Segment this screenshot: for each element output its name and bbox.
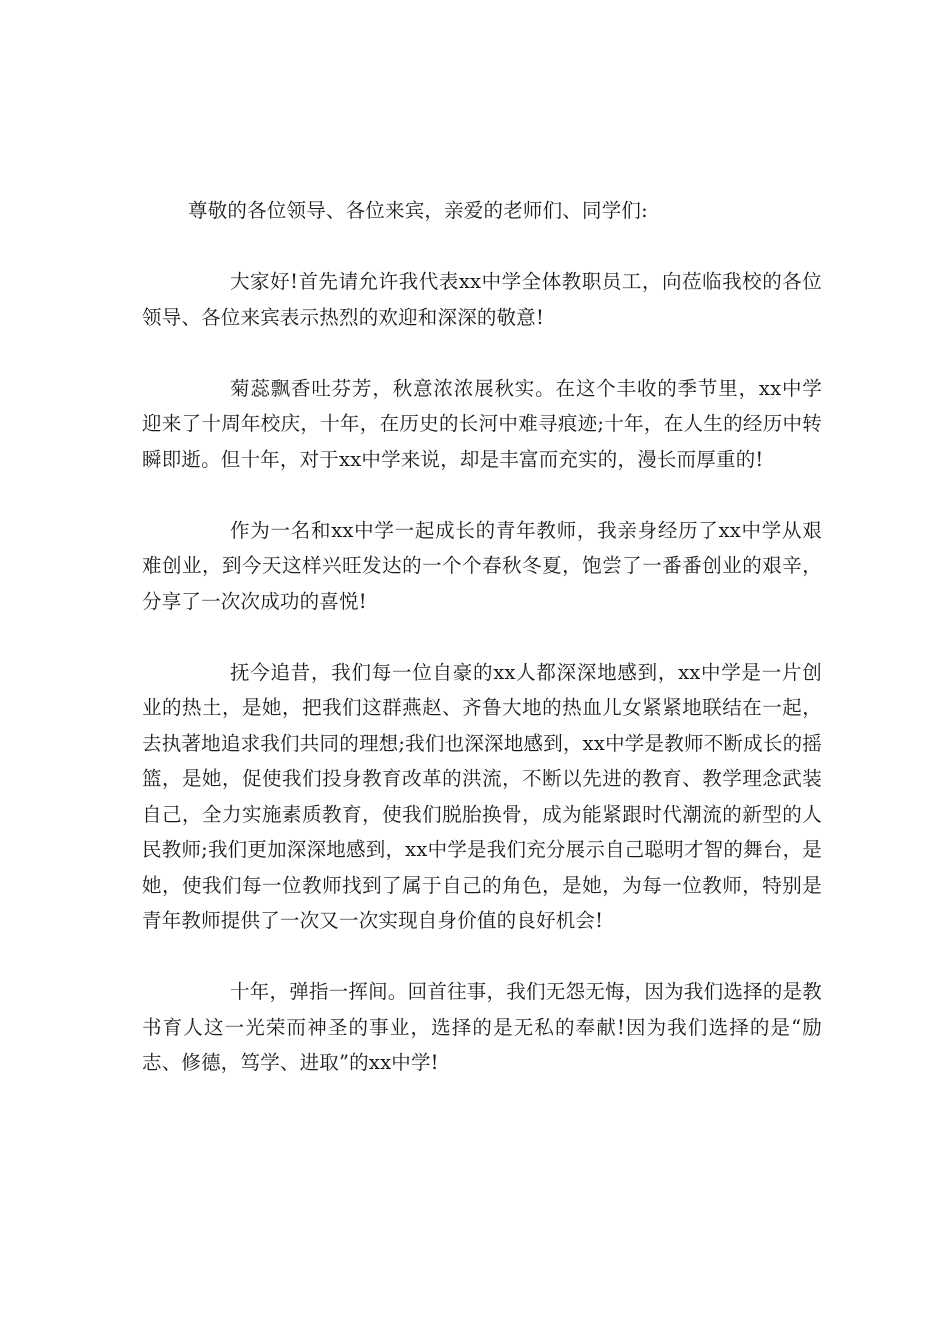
paragraph-decade: 十年，弹指一挥间。回首往事，我们无怨无悔，因为我们选择的是教书育人这一光荣而神圣的事业，选择的是无私的奉献!因为我们选择的是“励志、修德，笃学、进取”的xx中学! bbox=[142, 980, 822, 1074]
paragraph-anniversary: 菊蕊飘香吐芬芳，秋意浓浓展秋实。在这个丰收的季节里，xx中学迎来了十周年校庆，十年，在历史的长河中难寻痕迹;十年，在人生的经历中转瞬即逝。但十年，对于xx中学来说，却是丰富而充实的，漫长而厚重的! bbox=[142, 376, 822, 471]
paragraph-growth: 作为一名和xx中学一起成长的青年教师，我亲身经历了xx中学从艰难创业，到今天这样兴旺发达的一个个春秋冬夏，饱尝了一番番创业的艰辛，分享了一次次成功的喜悦! bbox=[142, 518, 822, 613]
document-body bbox=[142, 193, 822, 1116]
paragraph-welcome: 大家好!首先请允许我代表xx中学全体教职员工，向莅临我校的各位领导、各位来宾表示热烈的欢迎和深深的敬意! bbox=[142, 270, 822, 329]
salutation: 尊敬的各位领导、各位来宾，亲爱的老师们、同学们: bbox=[188, 199, 648, 222]
paragraph-reflection: 抚今追昔，我们每一位自豪的xx人都深深地感到，xx中学是一片创业的热土，是她，把我们这群燕赵、齐鲁大地的热血儿女紧紧地联结在一起，去执著地追求我们共同的理想;我们也深深地感到，xx中学是教师不断成长的摇篮，是她，促使我们投身教育改革的洪流，不断以先进的教育、教学理念武装自己，全力实施素质教育，使我们脱胎换骨，成为能紧跟时代潮流的新型的人民教师;我们更加深深地感到，xx中学是我们充分展示自己聪明才智的舞台，是她，使我们每一位教师找到了属于自己的角色，是她，为每一位教师，特别是青年教师提供了一次又一次实现自身价值的良好机会! bbox=[142, 660, 822, 932]
